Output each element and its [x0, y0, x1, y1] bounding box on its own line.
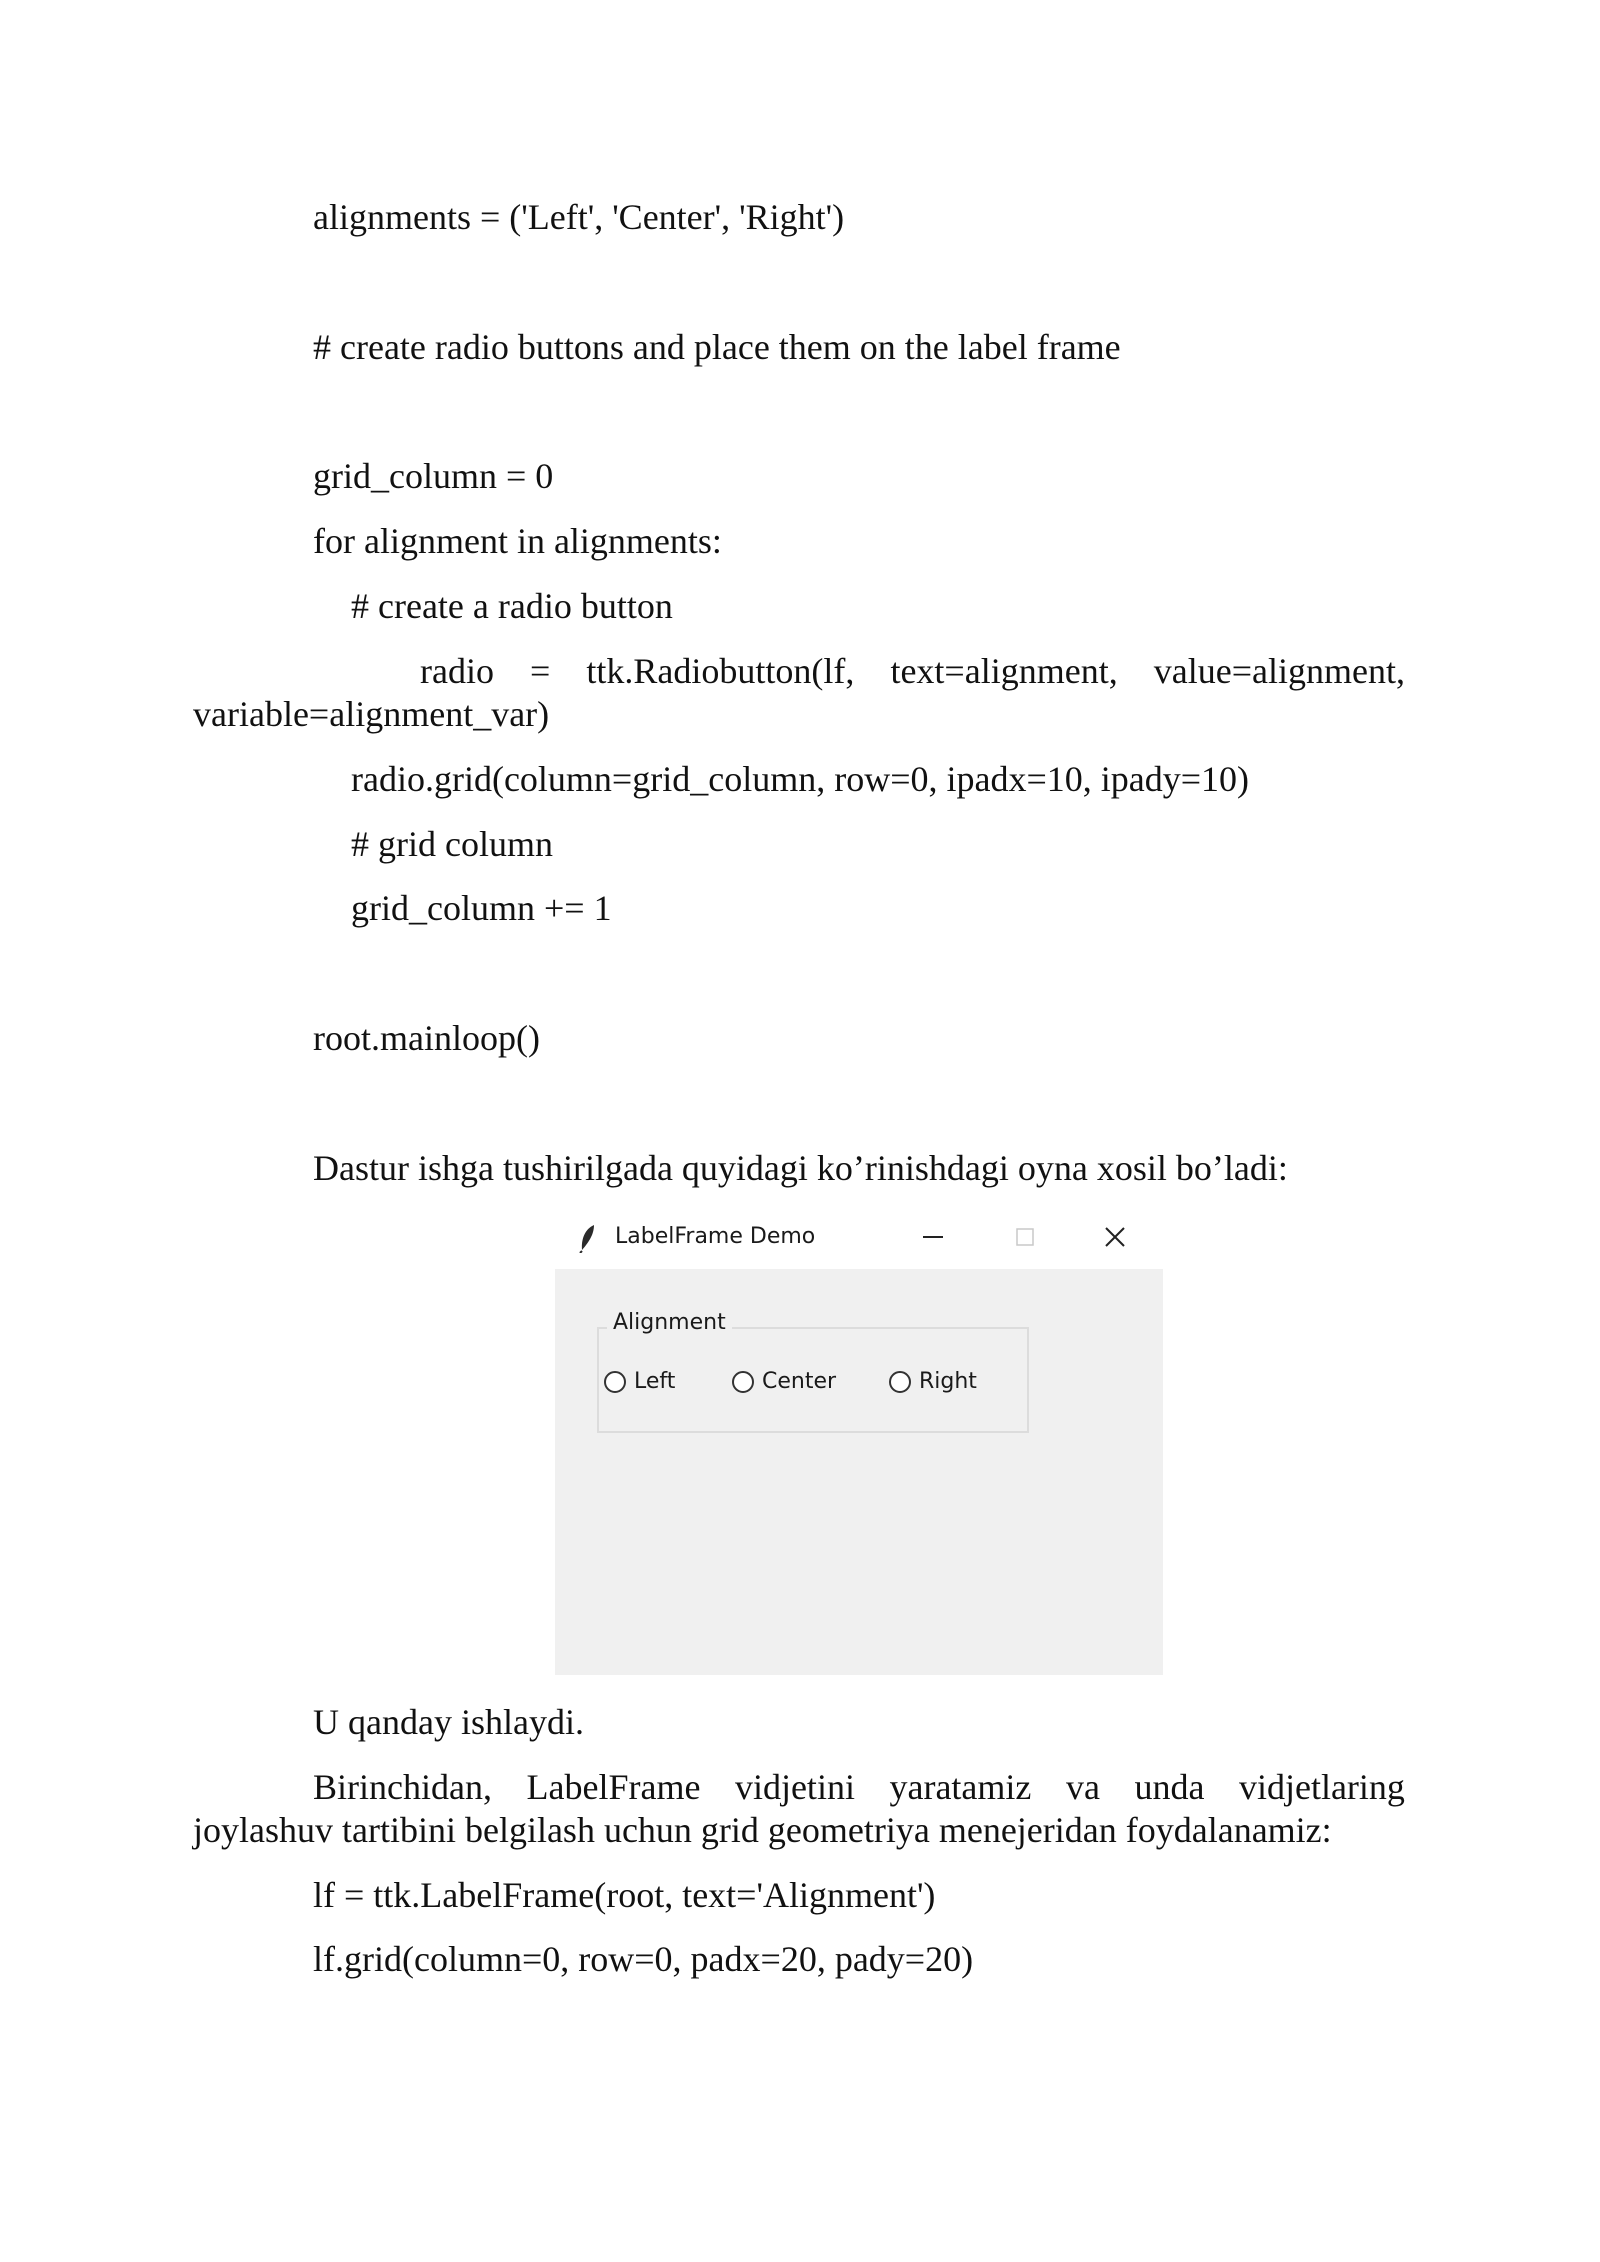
radio-circle-icon[interactable]	[889, 1371, 911, 1393]
code-token: text=alignment,	[890, 651, 1118, 691]
radio-label: Right	[919, 1369, 977, 1394]
text-word: LabelFrame	[526, 1767, 701, 1807]
code-line-radio-continuation: variable=alignment_var)	[193, 694, 550, 734]
radio-right[interactable]	[889, 1368, 977, 1396]
text-word: vidjetini	[734, 1767, 855, 1807]
radio-label: Center	[762, 1369, 837, 1394]
window-title: LabelFrame Demo	[615, 1224, 816, 1249]
radio-left[interactable]	[604, 1368, 675, 1396]
code-line-for-loop: for alignment in alignments:	[313, 521, 722, 561]
code-token: radio	[420, 651, 494, 691]
code-line-mainloop: root.mainloop()	[313, 1018, 540, 1058]
code-comment-grid-column: # grid column	[351, 824, 553, 864]
text-word: va	[1065, 1767, 1100, 1807]
radio-label: Left	[634, 1369, 676, 1394]
code-comment-radio-buttons: # create radio buttons and place them on the label frame	[313, 327, 1121, 367]
text-line-dastur: Dastur ishga tushirilgada quyidagi ko’rinishdagi oyna xosil bo’ladi:	[313, 1148, 1288, 1188]
text-word: Birinchidan,	[313, 1767, 492, 1807]
text-para-continuation: joylashuv tartibini belgilash uchun grid geometriya menejeridan foydalanamiz:	[193, 1810, 1332, 1850]
minimize-icon[interactable]	[913, 1217, 953, 1257]
code-comment-create-radio: # create a radio button	[351, 586, 673, 626]
text-word: yaratamiz	[889, 1767, 1032, 1807]
labelframe-demo-window	[555, 1205, 1163, 1675]
code-line-alignments: alignments = ('Left', 'Center', 'Right')	[313, 197, 845, 237]
text-word: unda	[1134, 1767, 1205, 1807]
radio-circle-icon[interactable]	[604, 1371, 626, 1393]
code-token: =	[530, 651, 551, 691]
radio-center[interactable]	[732, 1368, 836, 1396]
radio-circle-icon[interactable]	[732, 1371, 754, 1393]
label-frame-title: Alignment	[607, 1309, 732, 1337]
text-word: vidjetlaring	[1238, 1767, 1405, 1807]
text-line-how-it-works: U qanday ishlaydi.	[313, 1702, 584, 1742]
code-line-lf-grid: lf.grid(column=0, row=0, padx=20, pady=20)	[313, 1939, 974, 1979]
code-line-radio-grid: radio.grid(column=grid_column, row=0, ipadx=10, ipady=10)	[351, 759, 1250, 799]
window-titlebar	[555, 1205, 1163, 1269]
code-line-grid-column: grid_column = 0	[313, 456, 554, 496]
code-line-radio-justified	[420, 649, 1405, 693]
code-token: ttk.Radiobutton(lf,	[586, 651, 855, 691]
text-para-justified	[313, 1765, 1405, 1809]
code-line-labelframe: lf = ttk.LabelFrame(root, text='Alignment')	[313, 1875, 936, 1915]
feather-icon	[577, 1223, 599, 1253]
code-token: value=alignment,	[1153, 651, 1405, 691]
code-line-increment: grid_column += 1	[351, 888, 612, 928]
maximize-icon[interactable]	[1005, 1217, 1045, 1257]
close-icon[interactable]	[1095, 1217, 1135, 1257]
